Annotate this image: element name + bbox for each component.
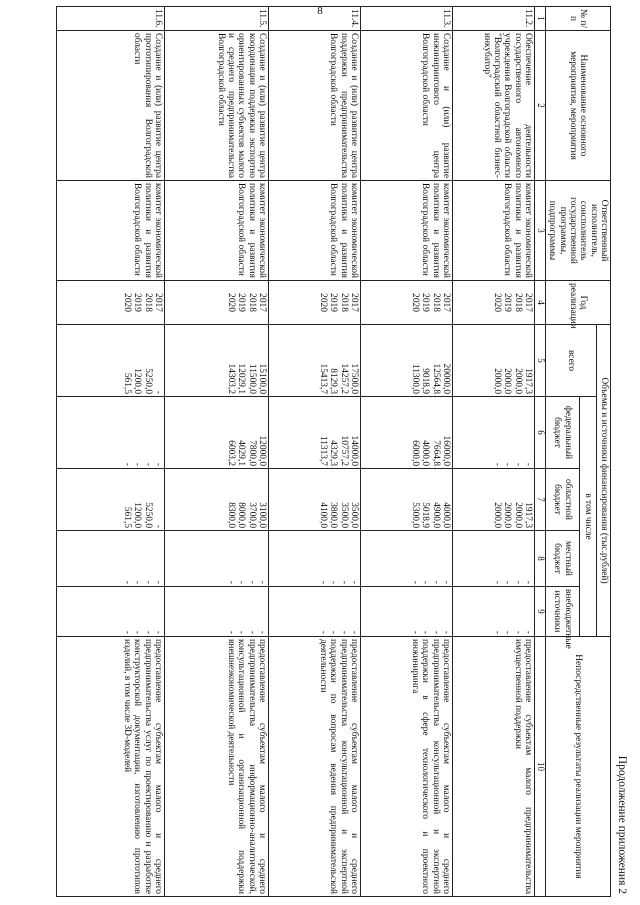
local-amount-value: - [502,580,513,584]
regional-amount-value: 1200,0 [132,502,143,528]
column-index: 1 [535,7,546,31]
column-index: 3 [535,181,546,281]
regional-amount [269,469,361,531]
federal-amount-value: - [153,462,164,466]
column-index: 10 [535,637,546,897]
total-amount [269,325,361,397]
federal-amount [269,397,361,469]
local-amount [361,531,453,587]
activity-name: Создание и (или) развитие центра координации поддержки экспортно ориентированных субъектов малого и среднего предпринимательства Волгоградской области [165,31,269,181]
column-index: 5 [535,325,546,397]
total-amount [361,325,453,397]
extrabudget-amount-value: - [142,630,153,634]
total-amount-value: 11300,0 [410,363,421,394]
activity-name: Создание и (или) развитие центра поддержки предпринимательства Волгоградской области [269,31,361,181]
extrabudget-amount-value: - [410,630,421,634]
extrabudget-amount-value: - [349,630,360,634]
regional-amount [361,469,453,531]
year-value: 2019 [236,293,247,312]
local-amount-value: - [441,580,452,584]
total-amount-value: 5250,0 [142,368,153,394]
total-amount-value: 14303,2 [226,363,237,394]
regional-amount-value: 8000,0 [236,502,247,528]
year-value: 2020 [410,293,421,312]
extrabudget-amount-value: - [430,630,441,634]
federal-amount-value: - [523,462,534,466]
federal-amount-value: - [122,462,133,466]
local-amount-value: - [257,580,268,584]
header-including: в том числе [579,397,596,637]
regional-amount [57,469,165,531]
regional-amount-value: 2000,0 [492,502,503,528]
extrabudget-amount-value: - [153,630,164,634]
total-amount-value: 17500,0 [349,363,360,394]
regional-amount-value: 3800,0 [328,502,339,528]
continuation-caption: Продолжение приложения 2 [616,755,628,894]
regional-amount-value: 3700,0 [246,502,257,528]
extrabudget-amount [453,587,535,637]
total-amount-value: 14257,2 [338,363,349,394]
total-amount-value: 11500,0 [246,363,257,394]
extrabudget-amount [269,587,361,637]
extrabudget-amount-value: - [132,630,143,634]
year-value: 2020 [226,293,237,312]
regional-amount-value: 4900,0 [430,502,441,528]
local-amount-value: - [122,580,133,584]
direct-result: предоставление субъектам малого и среднего предпринимательства информационно-аналитической, консультационной и организационной поддержки внешнеэкономической деятельности [165,637,269,897]
direct-result: предоставление субъектам малого предпринимательства имущественной поддержки [453,637,535,897]
regional-amount-value: - [153,524,164,528]
regional-amount-value: 8300,0 [226,502,237,528]
federal-amount-value: - [502,462,513,466]
year [269,281,361,325]
extrabudget-amount-value: - [257,630,268,634]
federal-amount-value: 14000,0 [349,435,360,466]
total-amount [165,325,269,397]
local-amount-value: - [420,580,431,584]
regional-amount-value: 2000,0 [502,502,513,528]
regional-amount-value: 3500,0 [349,502,360,528]
year-value: 2017 [153,293,164,312]
program-activities-table [56,6,611,897]
table-row [361,7,453,897]
extrabudget-amount-value: - [512,630,523,634]
regional-amount-value: 3500,0 [338,502,349,528]
total-amount-value: 2000,0 [502,368,513,394]
responsible-executor: комитет экономической политики и развития Волгоградской области [165,181,269,281]
federal-amount-value: - [132,462,143,466]
regional-amount-value: 4100,0 [318,502,329,528]
federal-amount-value: - [142,462,153,466]
year-value: 2017 [257,293,268,312]
header-result: Непосредственные результаты реализации мероприятия [545,637,610,897]
federal-amount-value: 11313,7 [318,435,329,466]
header-no: № п/п [545,7,610,31]
year-value: 2018 [430,293,441,312]
extrabudget-amount [165,587,269,637]
total-amount-value: 561,5 [122,372,133,394]
extrabudget-amount-value: - [441,630,452,634]
header-regional: областной бюджет [545,469,579,531]
local-amount [165,531,269,587]
local-amount-value: - [226,580,237,584]
federal-amount [57,397,165,469]
federal-amount-value: 16000,0 [441,435,452,466]
extrabudget-amount-value: - [122,630,133,634]
column-index: 4 [535,281,546,325]
federal-amount-value: 4029,1 [236,440,247,466]
year-value: 2020 [492,293,503,312]
table-row [269,7,361,897]
local-amount-value: - [132,580,143,584]
direct-result: предоставление субъектам малого и среднего предпринимательства консультационной и экспертной поддержки по вопросам ведения предпринимательской деятельности [269,637,361,897]
total-amount-value: 12564,8 [430,363,441,394]
column-index: 8 [535,531,546,587]
year [361,281,453,325]
header-year: Год реализации [545,281,610,325]
extrabudget-amount [57,587,165,637]
federal-amount [361,397,453,469]
federal-amount-value: 4000,0 [420,440,431,466]
extrabudget-amount-value: - [492,630,503,634]
local-amount [453,531,535,587]
local-amount [57,531,165,587]
total-amount [453,325,535,397]
extrabudget-amount-value: - [338,630,349,634]
extrabudget-amount-value: - [502,630,513,634]
federal-amount-value: 4329,3 [328,440,339,466]
local-amount-value: - [349,580,360,584]
regional-amount-value: 4000,0 [441,502,452,528]
activity-name: Создание и (или) развитие центра прототипирования Волгоградской области [57,31,165,181]
row-number: 11.5. [165,7,269,31]
total-amount-value: 9018,9 [420,368,431,394]
column-index: 9 [535,587,546,637]
extrabudget-amount-value: - [523,630,534,634]
year-value: 2019 [420,293,431,312]
activity-name: Обеспечение деятельности государственного автономного учреждения Волгоградской области "Волгоградский областной бизнес-инкубатор" [453,31,535,181]
regional-amount-value: 3100,0 [257,502,268,528]
total-amount-value: 15413,7 [318,363,329,394]
federal-amount-value: - [492,462,503,466]
total-amount-value: 2000,0 [492,368,503,394]
regional-amount-value: 561,5 [122,506,133,528]
extrabudget-amount-value: - [328,630,339,634]
year-value: 2020 [122,293,133,312]
extrabudget-amount-value: - [246,630,257,634]
local-amount-value: - [492,580,503,584]
regional-amount-value: 2000,0 [512,502,523,528]
regional-amount [453,469,535,531]
year-value: 2018 [512,293,523,312]
total-amount-value: 2000,0 [512,368,523,394]
local-amount-value: - [328,580,339,584]
responsible-executor: комитет экономической политики и развития Волгоградской области [453,181,535,281]
year-value: 2018 [338,293,349,312]
table-row [57,7,165,897]
local-amount-value: - [318,580,329,584]
federal-amount-value: 7800,0 [246,440,257,466]
total-amount-value: 20000,0 [441,363,452,394]
year-value: 2019 [502,293,513,312]
regional-amount-value: 1917,3 [523,502,534,528]
federal-amount-value: 6003,2 [226,440,237,466]
extrabudget-amount-value: - [420,630,431,634]
row-number: 11.2. [453,7,535,31]
direct-result: предоставление субъектам малого и среднего предпринимательства консультационной и экспертной поддержки в сфере технологического и проектного инжиниринга [361,637,453,897]
total-amount-value: - [153,390,164,394]
rotated-page-content [16,6,628,896]
total-amount-value: 8129,3 [328,368,339,394]
local-amount [269,531,361,587]
header-total: всего [545,325,596,397]
extrabudget-amount-value: - [318,630,329,634]
extrabudget-amount-value: - [236,630,247,634]
federal-amount-value: 12000,0 [257,435,268,466]
table-row [453,7,535,897]
year-value: 2019 [328,293,339,312]
header-responsible: Ответственный исполнитель, соисполнитель государственной программы, подпрограммы [545,181,610,281]
year-value: 2017 [441,293,452,312]
responsible-executor: комитет экономической политики и развития Волгоградской области [361,181,453,281]
year [165,281,269,325]
header-funding: Объемы и источники финансирования (тыс.рублей) [597,325,611,637]
page-number: 8 [317,5,323,17]
table-body [57,7,535,897]
year [453,281,535,325]
federal-amount-value: - [512,462,523,466]
total-amount-value: 1200,0 [132,368,143,394]
federal-amount-value: 7664,8 [430,440,441,466]
header-name: Наименование основного мероприятия, мероприятия [545,31,610,181]
column-index: 6 [535,397,546,469]
federal-amount [165,397,269,469]
row-number: 11.4. [269,7,361,31]
year-value: 2017 [349,293,360,312]
row-number: 11.6. [57,7,165,31]
year-value: 2017 [523,293,534,312]
responsible-executor: комитет экономической политики и развития Волгоградской области [57,181,165,281]
local-amount-value: - [512,580,523,584]
regional-amount-value: 5018,9 [420,502,431,528]
local-amount-value: - [410,580,421,584]
header-extrabudget: внебюджетные источники [545,587,579,637]
year [57,281,165,325]
table-row [165,7,269,897]
total-amount-value: 15100,0 [257,363,268,394]
total-amount-value: 1917,3 [523,368,534,394]
direct-result: предоставление субъектам малого и среднего предпринимательства услуг по проектированию и разработке конструкторской документации, изготовлению прототипов изделий, в том числе 3D-моделей [57,637,165,897]
federal-amount [453,397,535,469]
regional-amount [165,469,269,531]
extrabudget-amount-value: - [226,630,237,634]
row-number: 11.3. [361,7,453,31]
extrabudget-amount [361,587,453,637]
column-index: 2 [535,31,546,181]
local-amount-value: - [153,580,164,584]
year-value: 2018 [246,293,257,312]
local-amount-value: - [430,580,441,584]
total-amount-value: 12029,1 [236,363,247,394]
regional-amount-value: 5250,0 [142,502,153,528]
local-amount-value: - [142,580,153,584]
federal-amount-value: 6000,0 [410,440,421,466]
activity-name: Создание и (или) развитие инжинирингового центра Волгоградской области [361,31,453,181]
local-amount-value: - [236,580,247,584]
year-value: 2020 [318,293,329,312]
header-local: местный бюджет [545,531,579,587]
year-value: 2019 [132,293,143,312]
local-amount-value: - [246,580,257,584]
responsible-executor: комитет экономической политики и развития Волгоградской области [269,181,361,281]
local-amount-value: - [523,580,534,584]
local-amount-value: - [338,580,349,584]
header-federal: федеральный бюджет [545,397,579,469]
total-amount [57,325,165,397]
year-value: 2018 [142,293,153,312]
federal-amount-value: 10757,2 [338,435,349,466]
column-index: 7 [535,469,546,531]
regional-amount-value: 5300,0 [410,502,421,528]
